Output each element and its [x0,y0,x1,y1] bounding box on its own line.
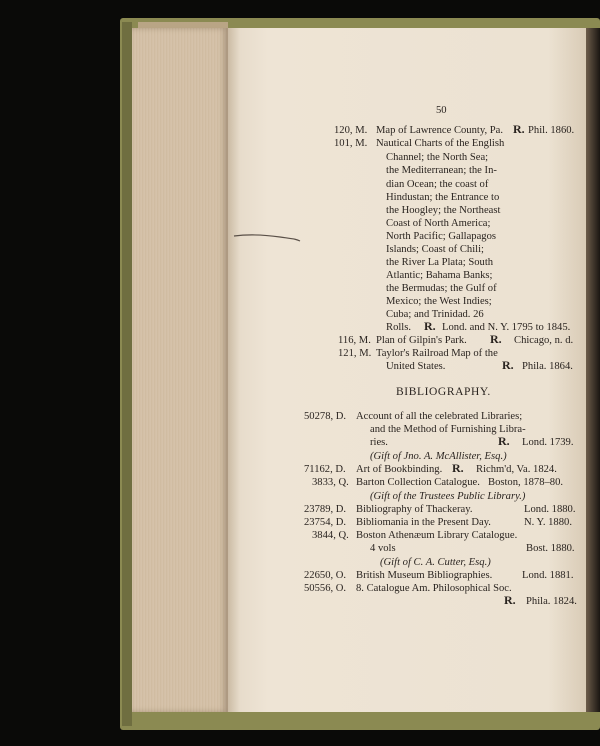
page-block-edges [132,28,228,712]
entry-line: Coast of North America; [386,218,491,229]
entry-number: 3844, Q. [312,530,349,541]
reference-mark: R. [502,358,514,372]
entry-imprint: Phila. 1824. [526,596,577,607]
entry-number: 121, M. [338,348,372,359]
entry-number: 3833, Q. [312,477,349,488]
entry-line: Boston Athenæum Library Catalogue. [356,530,518,541]
entry-title: Map of Lawrence County, Pa. [376,125,503,136]
entry-line: the Hoogley; the Northeast [386,205,501,216]
entry-imprint: N. Y. 1880. [524,517,572,528]
entry-imprint: Chicago, n. d. [514,335,574,346]
entry-title: Art of Bookbinding. [356,464,443,475]
entry-title: Bibliomania in the Present Day. [356,517,491,528]
entry-line: 4 vols [370,543,396,554]
entry-line: Hindustan; the Entrance to [386,192,500,203]
entry-line: Account of all the celebrated Libraries; [356,411,523,422]
cover-edge [122,22,132,726]
reference-mark: R. [513,122,525,136]
entry-line: Nautical Charts of the English [376,138,505,149]
entry-imprint: Phil. 1860. [528,125,575,136]
page-number: 50 [436,105,447,116]
entry-line: the Bermudas; the Gulf of [386,283,497,294]
entry-imprint: Lond. 1739. [522,437,574,448]
reference-mark: R. [452,461,464,475]
entry-line: Islands; Coast of Chili; [386,244,484,255]
entry-line: Rolls. [386,322,412,333]
entry-line: dian Ocean; the coast of [386,179,489,190]
page-gutter-shadow [586,28,600,712]
entry-title: British Museum Bibliographies. [356,570,493,581]
reference-mark: R. [498,434,510,448]
section-heading: BIBLIOGRAPHY. [396,386,491,398]
entry-number: 116, M. [338,335,371,346]
entry-number: 23789, D. [304,504,347,515]
entry-title: Bibliography of Thackeray. [356,504,473,515]
entry-number: 23754, D. [304,517,347,528]
entry-number: 50278, D. [304,411,347,422]
entry-title: Barton Collection Catalogue. [356,477,480,488]
entry-line: North Pacific; Gallapagos [386,231,497,242]
entry-line: Channel; the North Sea; [386,152,489,163]
entry-imprint: Lond. and N. Y. 1795 to 1845. [442,322,571,333]
gift-note: (Gift of C. A. Cutter, Esq.) [380,557,491,568]
entry-number: 120, M. [334,125,368,136]
entry-imprint: Boston, 1878–80. [488,477,564,488]
entry-number: 50556, O. [304,583,347,594]
entry-line: Taylor's Railroad Map of the [376,348,498,359]
entry-imprint: Phila. 1864. [522,361,573,372]
entry-line: ries. [370,437,388,448]
pencil-mark [232,228,304,244]
entry-number: 71162, D. [304,464,346,475]
reference-mark: R. [504,593,516,607]
entry-line: Atlantic; Bahama Banks; [386,270,493,281]
reference-mark: R. [490,332,502,346]
gift-note: (Gift of the Trustees Public Library.) [370,491,526,502]
entry-title: Plan of Gilpin's Park. [376,335,467,346]
entry-line: the River La Plata; South [386,257,494,268]
entry-number: 22650, O. [304,570,347,581]
gift-note: (Gift of Jno. A. McAllister, Esq.) [370,451,507,462]
entry-imprint: Lond. 1880. [524,504,576,515]
reference-mark: R. [424,319,436,333]
entry-imprint: Bost. 1880. [526,543,575,554]
entry-title: 8. Catalogue Am. Philosophical Soc. [356,583,512,594]
entry-number: 101, M. [334,138,368,149]
entry-imprint: Richm'd, Va. 1824. [476,464,557,475]
entry-line: Mexico; the West Indies; [386,296,492,307]
entry-line: United States. [386,361,446,372]
entry-line: the Mediterranean; the In- [386,165,497,176]
entry-line: and the Method of Furnishing Libra- [370,424,526,435]
entry-line: Cuba; and Trinidad. 26 [386,309,484,320]
entry-imprint: Lond. 1881. [522,570,574,581]
